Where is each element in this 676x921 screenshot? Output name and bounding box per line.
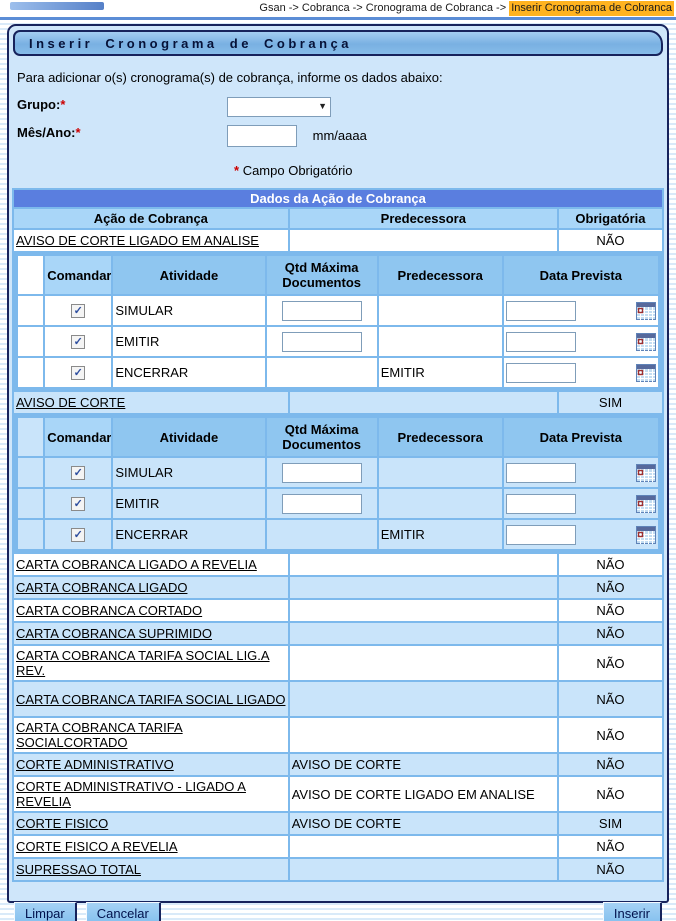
data-prevista-input[interactable] — [506, 363, 576, 383]
predecessora-cell — [379, 296, 502, 325]
cancelar-button[interactable]: Cancelar — [86, 902, 161, 921]
action-link[interactable]: CARTA COBRANCA TARIFA SOCIAL LIGADO — [16, 691, 286, 707]
action-link[interactable]: SUPRESSAO TOTAL — [16, 862, 141, 877]
action-row — [14, 813, 662, 834]
action-link[interactable]: CARTA COBRANCA LIGADO A REVELIA — [16, 557, 257, 572]
check-icon: ✓ — [73, 336, 83, 349]
predecessora-cell — [290, 577, 557, 598]
predecessora-cell: AVISO DE CORTE — [290, 754, 557, 775]
action-row — [14, 754, 662, 775]
action-row — [14, 577, 662, 598]
predecessora-cell: AVISO DE CORTE LIGADO EM ANALISE — [290, 777, 557, 811]
breadcrumb-path[interactable]: Gsan -> Cobranca -> Cronograma de Cobranca -> — [259, 2, 510, 14]
mes-ano-label: Mês/Ano:* — [17, 125, 81, 140]
acoes-cobranca-table — [12, 188, 664, 882]
top-header — [0, 0, 676, 17]
table-title: Dados da Ação de Cobrança — [14, 190, 662, 207]
predecessora-cell: EMITIR — [379, 520, 502, 549]
col-header-predecessora: Predecessora — [379, 256, 502, 294]
obrigatoria-cell: NÃO — [559, 230, 662, 251]
obrigatoria-cell: NÃO — [559, 646, 662, 680]
action-link[interactable]: CORTE FISICO — [16, 816, 109, 831]
col-header-qtd: Qtd Máxima Documentos — [267, 256, 377, 294]
predecessora-cell — [290, 623, 557, 644]
obrigatoria-cell: NÃO — [559, 754, 662, 775]
activity-row — [18, 520, 658, 549]
col-header-data-prevista: Data Prevista — [504, 418, 658, 456]
action-row — [14, 600, 662, 621]
activity-row — [18, 458, 658, 487]
col-header-predecessora: Predecessora — [290, 209, 557, 228]
check-icon: ✓ — [73, 367, 83, 380]
predecessora-cell — [290, 682, 557, 716]
required-asterisk: * — [60, 97, 66, 112]
col-header-data-prevista: Data Prevista — [504, 256, 658, 294]
comandar-checkbox[interactable] — [71, 497, 85, 511]
mes-ano-format-hint: mm/aaaa — [312, 128, 367, 143]
action-row — [14, 682, 662, 716]
activity-row — [18, 489, 658, 518]
activity-row — [18, 296, 658, 325]
action-link[interactable]: CARTA COBRANCA TARIFA SOCIAL LIG.A REV. — [16, 648, 270, 678]
action-row — [14, 623, 662, 644]
action-link[interactable]: CORTE FISICO A REVELIA — [16, 839, 178, 854]
action-row — [14, 554, 662, 575]
grupo-label: Grupo:* — [17, 97, 66, 112]
predecessora-cell — [290, 646, 557, 680]
chevron-down-icon: ▼ — [318, 101, 327, 111]
insert-form — [9, 56, 667, 178]
mes-ano-input[interactable] — [227, 125, 297, 147]
obrigatoria-cell: NÃO — [559, 718, 662, 752]
activity-header-spacer — [18, 256, 43, 294]
atividade-label: ENCERRAR — [113, 358, 264, 387]
atividade-label: ENCERRAR — [113, 520, 264, 549]
predecessora-cell — [290, 392, 557, 413]
atividade-label: EMITIR — [113, 327, 264, 356]
col-header-predecessora: Predecessora — [379, 418, 502, 456]
button-row — [9, 902, 667, 921]
predecessora-cell — [290, 230, 557, 251]
activity-header-spacer — [18, 418, 43, 456]
calendar-icon[interactable] — [636, 333, 656, 351]
obrigatoria-cell: NÃO — [559, 554, 662, 575]
comandar-checkbox[interactable] — [71, 304, 85, 318]
action-row — [14, 777, 662, 811]
limpar-button[interactable]: Limpar — [14, 902, 77, 921]
obrigatoria-cell: NÃO — [559, 859, 662, 880]
col-header-comandar: Comandar — [45, 256, 111, 294]
action-link[interactable]: AVISO DE CORTE — [16, 395, 126, 410]
header-divider — [0, 17, 676, 20]
obrigatoria-cell: SIM — [559, 813, 662, 834]
calendar-icon[interactable] — [636, 526, 656, 544]
page-title: Inserir Cronograma de Cobrança — [13, 30, 663, 56]
comandar-checkbox[interactable] — [71, 366, 85, 380]
action-row — [14, 646, 662, 680]
predecessora-cell — [290, 600, 557, 621]
qtd-maxima-input[interactable] — [282, 332, 362, 352]
qtd-maxima-input[interactable] — [282, 301, 362, 321]
check-icon: ✓ — [73, 529, 83, 542]
obrigatoria-cell: NÃO — [559, 623, 662, 644]
action-link[interactable]: CORTE ADMINISTRATIVO - LIGADO A REVELIA — [16, 779, 246, 809]
grupo-select[interactable] — [227, 97, 331, 117]
comandar-checkbox[interactable] — [71, 528, 85, 542]
data-prevista-input[interactable] — [506, 463, 576, 483]
data-prevista-input[interactable] — [506, 494, 576, 514]
predecessora-cell: EMITIR — [379, 358, 502, 387]
content-panel — [7, 24, 669, 921]
obrigatoria-cell: NÃO — [559, 600, 662, 621]
inserir-button[interactable]: Inserir — [603, 902, 662, 921]
data-prevista-input[interactable] — [506, 301, 576, 321]
qtd-maxima-input[interactable] — [282, 494, 362, 514]
activity-row — [18, 358, 658, 387]
calendar-icon[interactable] — [636, 364, 656, 382]
comandar-checkbox[interactable] — [71, 466, 85, 480]
col-header-atividade: Atividade — [113, 418, 264, 456]
predecessora-cell: AVISO DE CORTE — [290, 813, 557, 834]
action-link[interactable]: CARTA COBRANCA CORTADO — [16, 603, 203, 618]
action-link[interactable]: CARTA COBRANCA TARIFA SOCIALCORTADO — [16, 720, 183, 750]
qtd-maxima-input[interactable] — [282, 463, 362, 483]
obrigatoria-cell: NÃO — [559, 777, 662, 811]
form-instruction: Para adicionar o(s) cronograma(s) de cobrança, informe os dados abaixo: — [17, 70, 443, 85]
breadcrumb-current: Inserir Cronograma de Cobranca — [511, 2, 672, 14]
action-link[interactable]: CARTA COBRANCA SUPRIMIDO — [16, 626, 212, 641]
data-prevista-input[interactable] — [506, 332, 576, 352]
action-link[interactable]: AVISO DE CORTE LIGADO EM ANALISE — [16, 233, 259, 248]
atividade-label: SIMULAR — [113, 296, 264, 325]
col-header-comandar: Comandar — [45, 418, 111, 456]
calendar-icon[interactable] — [636, 302, 656, 320]
action-row — [14, 392, 662, 413]
check-icon: ✓ — [73, 305, 83, 318]
obrigatoria-cell: NÃO — [559, 682, 662, 716]
action-link[interactable]: CORTE ADMINISTRATIVO — [16, 757, 174, 772]
header-progress-bar — [10, 2, 104, 10]
atividades-table — [16, 416, 660, 551]
required-note: * Campo Obrigatório — [234, 163, 353, 178]
atividade-label: EMITIR — [113, 489, 264, 518]
action-link[interactable]: CARTA COBRANCA LIGADO — [16, 580, 188, 595]
atividades-table — [16, 254, 660, 389]
calendar-icon[interactable] — [636, 495, 656, 513]
atividade-label: SIMULAR — [113, 458, 264, 487]
predecessora-cell — [290, 718, 557, 752]
action-row — [14, 836, 662, 857]
calendar-icon[interactable] — [636, 464, 656, 482]
obrigatoria-cell: NÃO — [559, 836, 662, 857]
predecessora-cell — [379, 458, 502, 487]
obrigatoria-cell: SIM — [559, 392, 662, 413]
predecessora-cell — [379, 327, 502, 356]
predecessora-cell — [379, 489, 502, 518]
col-header-qtd: Qtd Máxima Documentos — [267, 418, 377, 456]
col-header-obrigatoria: Obrigatória — [559, 209, 662, 228]
check-icon: ✓ — [73, 498, 83, 511]
required-asterisk: * — [75, 125, 81, 140]
grupo-row — [17, 97, 659, 125]
data-prevista-input[interactable] — [506, 525, 576, 545]
activity-row — [18, 327, 658, 356]
action-row — [14, 859, 662, 880]
predecessora-cell — [290, 859, 557, 880]
predecessora-cell — [290, 836, 557, 857]
action-row — [14, 230, 662, 251]
comandar-checkbox[interactable] — [71, 335, 85, 349]
check-icon: ✓ — [73, 467, 83, 480]
obrigatoria-cell: NÃO — [559, 577, 662, 598]
predecessora-cell — [290, 554, 557, 575]
col-header-acao: Ação de Cobrança — [14, 209, 288, 228]
col-header-atividade: Atividade — [113, 256, 264, 294]
action-row — [14, 718, 662, 752]
breadcrumb[interactable] — [259, 2, 674, 14]
mes-ano-row — [17, 125, 659, 153]
